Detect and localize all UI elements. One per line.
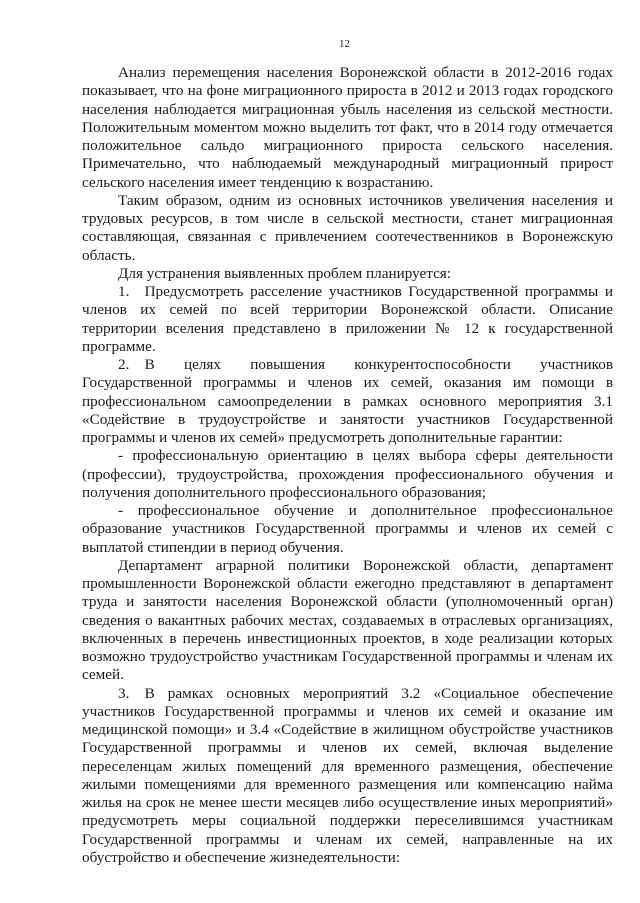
list-item-3: 3. В рамках основных мероприятий 3.2 «Социальное обеспечение участников Государственной программы и членов их семей и оказание им медицинской помощи» и 3.4 «Содействие в жилищном обустройстве участников Государственной программы и членов их семей, включая выделение переселенцам жилых помещений для временного размещения, обеспечение жилыми помещениями для временного размещения или компенсацию найма жилья на срок не менее шести месяцев либо осуществление иных мероприятий» предусмотреть меры социальной поддержки переселившимся участникам Государственной программы и членам их семей, направленные на их обустройство и обеспечение жизнедеятельности: bbox=[82, 684, 613, 866]
list-item-1: 1. Предусмотреть расселение участников Государственной программы и членов их семей по всей территории Воронежской области. Описание территории вселения представлено в приложении № 12 к государственной программе. bbox=[82, 283, 613, 355]
list-item-2: 2. В целях повышения конкурентоспособности участников Государственной программы и членов их семей, оказания им помощи в профессиональном самоопределении в рамках основного мероприятия 3.1 «Содействие в трудоустройстве и занятости участников Государственной программы и членов их семей» предусмотреть дополнительные гарантии: bbox=[82, 356, 613, 446]
paragraph-plan-intro: Для устранения выявленных проблем планируется: bbox=[118, 264, 452, 282]
guarantee-item-orientation: - профессиональную ориентацию в целях выбора сферы деятельности (профессии), трудоустройства, прохождения профессионального обучения и получения дополнительного профессионального образования; bbox=[82, 447, 613, 501]
page-number: 12 bbox=[339, 38, 350, 50]
paragraph-departments: Департамент аграрной политики Воронежской области, департамент промышленности Воронежской области ежегодно представляют в департамент труда и занятости населения Воронежской области (уполномоченный орган) сведения о вакантных рабочих местах, создаваемых в отраслевых организациях, включенных в перечень инвестиционных проектов, в ходе реализации которых возможно трудоустройство участникам Государственной программы и членам их семей. bbox=[82, 556, 613, 684]
paragraph-migration-analysis: Анализ перемещения населения Воронежской области в 2012-2016 годах показывает, что на фоне миграционного прироста в 2012 и 2013 годах городского населения наблюдается миграционная убыль населения из сельской местности. Положительным моментом можно выделить тот факт, что в 2014 году отмечается положительное сальдо миграционного прироста сельского населения. Примечательно, что наблюдаемый международный миграционный прирост сельского населения имеет тенденцию к возрастанию. bbox=[82, 64, 613, 191]
guarantee-item-training: - профессиональное обучение и дополнительное профессиональное образование участников Государственной программы и членов их семей с выплатой стипендии в период обучения. bbox=[82, 502, 613, 556]
paragraph-conclusion: Таким образом, одним из основных источников увеличения населения и трудовых ресурсов, в том числе в сельской местности, станет миграционная составляющая, связанная с привлечением соотечественников в Воронежскую область. bbox=[82, 191, 613, 264]
